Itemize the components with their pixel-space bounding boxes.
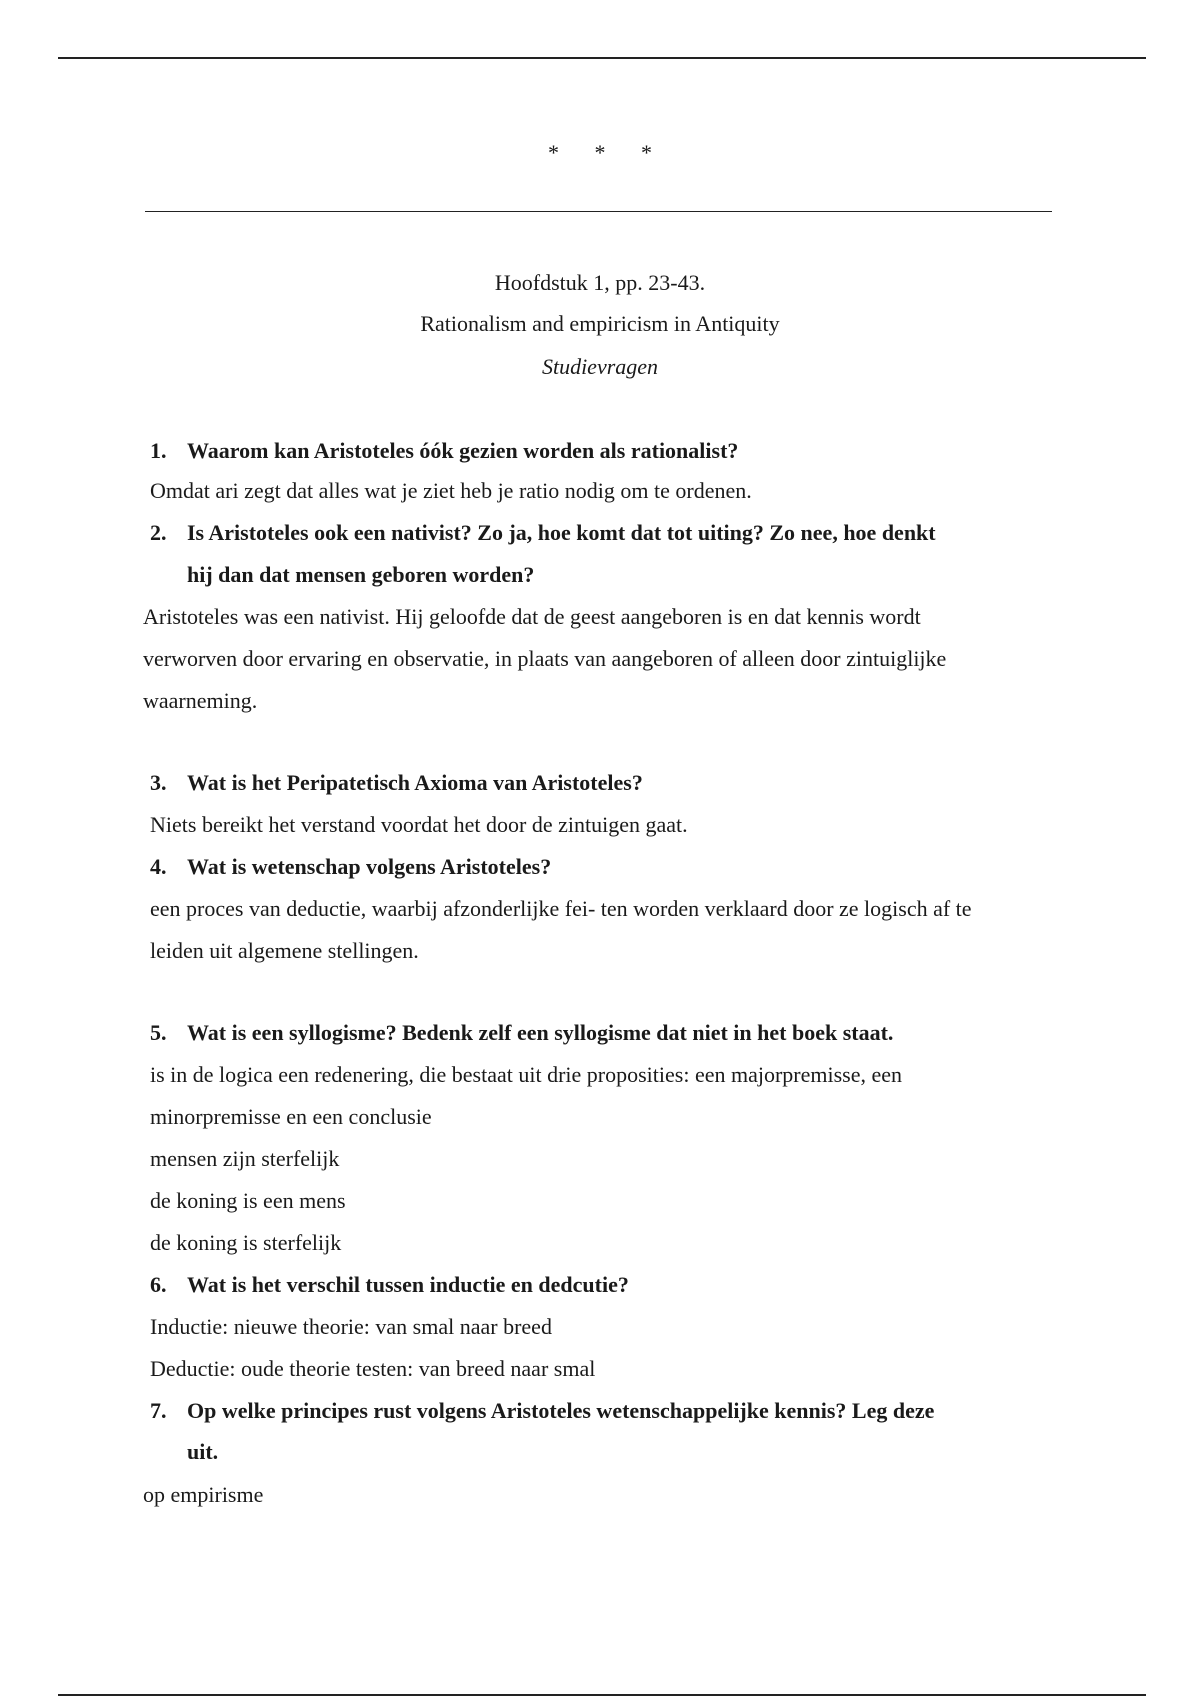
question-text: Op welke principes rust volgens Aristoteles wetenschappelijke kennis? Leg deze: [187, 1398, 935, 1423]
top-rule: [58, 57, 1146, 59]
ornament-star: *: [594, 140, 606, 165]
question-text: Is Aristoteles ook een nativist? Zo ja, hoe komt dat tot uiting? Zo nee, hoe denkt: [187, 520, 936, 545]
answer-2-line: waarneming.: [143, 688, 258, 713]
question-number: 6.: [150, 1272, 167, 1297]
question-number: 7.: [150, 1398, 167, 1423]
answer-5-line: mensen zijn sterfelijk: [150, 1146, 340, 1171]
question-text: Waarom kan Aristoteles óók gezien worden als rationalist?: [187, 438, 739, 463]
answer-4-line: een proces van deductie, waarbij afzonderlijke fei- ten worden verklaard door ze logisch af te: [150, 896, 972, 921]
answer-5-line: de koning is een mens: [150, 1188, 346, 1213]
answer-5-line: minorpremisse en een conclusie: [150, 1104, 432, 1129]
question-text: Wat is wetenschap volgens Aristoteles?: [187, 854, 552, 879]
ornament-stars: [0, 140, 1200, 166]
answer-3-line: Niets bereikt het verstand voordat het door de zintuigen gaat.: [150, 812, 688, 837]
answer-1-line: Omdat ari zegt dat alles wat je ziet heb je ratio nodig om te ordenen.: [150, 478, 752, 503]
answer-7-line: op empirisme: [143, 1482, 264, 1507]
answer-6-line: Inductie: nieuwe theorie: van smal naar breed: [150, 1314, 552, 1339]
answer-6-line: Deductie: oude theorie testen: van breed naar smal: [150, 1356, 596, 1381]
question-number: 5.: [150, 1020, 167, 1045]
question-number: 2.: [150, 520, 167, 545]
question-text: Wat is het Peripatetisch Axioma van Aristoteles?: [187, 770, 643, 795]
ornament-star: *: [641, 140, 652, 165]
question-2-text-cont: hij dan dat mensen geboren worden?: [187, 562, 535, 587]
answer-2-line: verworven door ervaring en observatie, in plaats van aangeboren of alleen door zintuiglijke: [143, 646, 947, 671]
bottom-rule: [58, 1694, 1146, 1696]
answer-4-line: leiden uit algemene stellingen.: [150, 938, 419, 963]
answer-5-line: is in de logica een redenering, die bestaat uit drie proposities: een majorpremisse, een: [150, 1062, 903, 1087]
question-number: 3.: [150, 770, 167, 795]
ornament-star: *: [548, 140, 559, 165]
document-subtitle: Studievragen: [541, 354, 659, 379]
question-7-text-cont: uit.: [187, 1439, 219, 1464]
question-number: 1.: [150, 438, 167, 463]
chapter-heading: Hoofdstuk 1, pp. 23-43.: [494, 270, 706, 295]
question-text: Wat is een syllogisme? Bedenk zelf een syllogisme dat niet in het boek staat.: [187, 1020, 894, 1045]
answer-2-line: Aristoteles was een nativist. Hij geloofde dat de geest aangeboren is en dat kennis wordt: [143, 604, 921, 629]
document-title: Rationalism and empiricism in Antiquity: [420, 311, 780, 336]
question-text: Wat is het verschil tussen inductie en dedcutie?: [187, 1272, 629, 1297]
answer-5-line: de koning is sterfelijk: [150, 1230, 342, 1255]
question-number: 4.: [150, 854, 167, 879]
section-rule: [145, 211, 1052, 212]
